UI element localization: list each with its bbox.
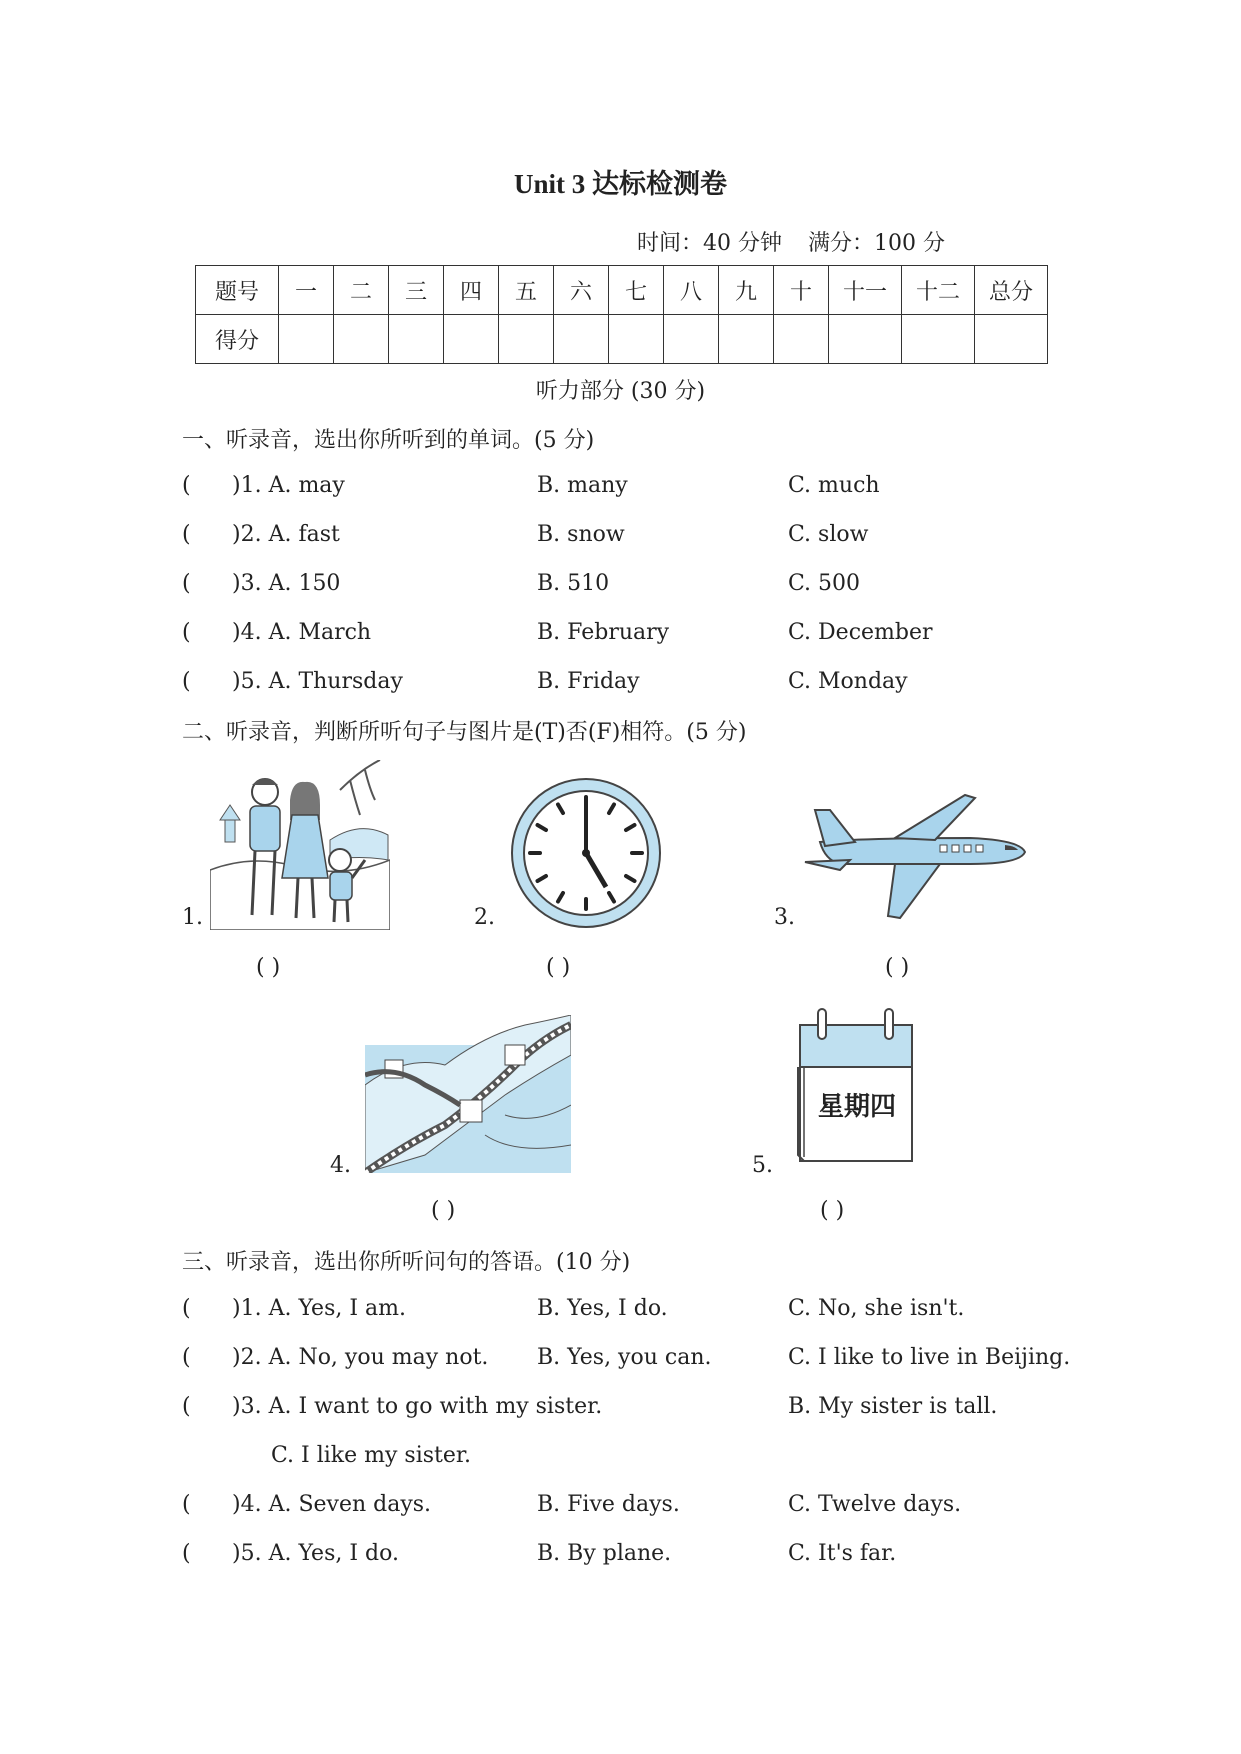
score-table-score-row bbox=[196, 315, 1048, 364]
part-title: 听力部分 (30 分) bbox=[535, 379, 706, 404]
s1-item-3: ( )3. A. 150 bbox=[182, 571, 341, 596]
section1-title: 一、听录音，选出你所听到的单词。(5 分) bbox=[182, 428, 595, 453]
score-cell[interactable] bbox=[389, 315, 444, 364]
score-col: 六 bbox=[554, 266, 609, 315]
calendar-icon bbox=[790, 1005, 920, 1165]
score-col: 四 bbox=[444, 266, 499, 315]
score-cell[interactable] bbox=[902, 315, 975, 364]
page-title: Unit 3 达标检测卷 bbox=[513, 169, 727, 199]
score-cell[interactable] bbox=[829, 315, 902, 364]
s3-item-1-c[interactable]: C. No, she isn't. bbox=[788, 1296, 965, 1321]
score-col: 二 bbox=[334, 266, 389, 315]
score-col: 十一 bbox=[829, 266, 902, 315]
score-col: 三 bbox=[389, 266, 444, 315]
score-cell[interactable] bbox=[719, 315, 774, 364]
pic-3-answer[interactable]: ( ) bbox=[885, 955, 910, 980]
score-col: 一 bbox=[279, 266, 334, 315]
score-table-score-label: 得分 bbox=[196, 315, 279, 364]
s1-item-1-b[interactable]: B. many bbox=[537, 473, 628, 498]
s3-item-2-c[interactable]: C. I like to live in Beijing. bbox=[788, 1345, 1071, 1370]
s1-item-4: ( )4. A. March bbox=[182, 620, 372, 645]
pic-3-num: 3. bbox=[774, 905, 795, 930]
clock-icon bbox=[508, 775, 664, 931]
score-cell[interactable] bbox=[499, 315, 554, 364]
calendar-text: 星期四 bbox=[818, 1092, 897, 1122]
score-col: 九 bbox=[719, 266, 774, 315]
s1-item-5-c[interactable]: C. Monday bbox=[788, 669, 908, 694]
pic-2-answer[interactable]: ( ) bbox=[546, 955, 571, 980]
s3-item-3-b[interactable]: B. My sister is tall. bbox=[788, 1394, 998, 1419]
s3-item-5: ( )5. A. Yes, I do. bbox=[182, 1541, 399, 1566]
s3-item-1-b[interactable]: B. Yes, I do. bbox=[537, 1296, 668, 1321]
pic-5-num: 5. bbox=[752, 1153, 773, 1178]
exam-meta bbox=[611, 226, 945, 257]
score-cell[interactable] bbox=[554, 315, 609, 364]
s1-item-4-c[interactable]: C. December bbox=[788, 620, 933, 645]
s1-item-2: ( )2. A. fast bbox=[182, 522, 340, 547]
score-table bbox=[195, 265, 1048, 364]
s1-item-1-c[interactable]: C. much bbox=[788, 473, 880, 498]
time-limit: 时间：40 分钟 bbox=[637, 231, 782, 256]
score-table-header-label: 题号 bbox=[196, 266, 279, 315]
score-col: 十 bbox=[774, 266, 829, 315]
s3-item-3: ( )3. A. I want to go with my sister. bbox=[182, 1394, 603, 1419]
pic-5-answer[interactable]: ( ) bbox=[820, 1198, 845, 1223]
s3-item-4: ( )4. A. Seven days. bbox=[182, 1492, 432, 1517]
s1-item-4-b[interactable]: B. February bbox=[537, 620, 670, 645]
section3-title: 三、听录音，选出你所听问句的答语。(10 分) bbox=[182, 1250, 631, 1275]
s3-item-5-c[interactable]: C. It's far. bbox=[788, 1541, 897, 1566]
s1-item-1: ( )1. A. may bbox=[182, 473, 345, 498]
pic-2-num: 2. bbox=[474, 905, 495, 930]
s1-item-5-b[interactable]: B. Friday bbox=[537, 669, 640, 694]
s3-item-1: ( )1. A. Yes, I am. bbox=[182, 1296, 407, 1321]
family-icon bbox=[210, 760, 390, 930]
score-cell[interactable] bbox=[279, 315, 334, 364]
pic-1-answer[interactable]: ( ) bbox=[256, 955, 281, 980]
s1-item-3-b[interactable]: B. 510 bbox=[537, 571, 610, 596]
s3-item-4-b[interactable]: B. Five days. bbox=[537, 1492, 680, 1517]
s3-item-3-c[interactable]: C. I like my sister. bbox=[271, 1443, 471, 1468]
score-col: 八 bbox=[664, 266, 719, 315]
score-col: 五 bbox=[499, 266, 554, 315]
s1-item-5: ( )5. A. Thursday bbox=[182, 669, 403, 694]
score-cell[interactable] bbox=[664, 315, 719, 364]
s1-item-2-b[interactable]: B. snow bbox=[537, 522, 625, 547]
pic-4-num: 4. bbox=[330, 1153, 351, 1178]
score-cell[interactable] bbox=[774, 315, 829, 364]
s1-item-3-c[interactable]: C. 500 bbox=[788, 571, 861, 596]
s3-item-4-c[interactable]: C. Twelve days. bbox=[788, 1492, 962, 1517]
s3-item-5-b[interactable]: B. By plane. bbox=[537, 1541, 672, 1566]
score-cell[interactable] bbox=[609, 315, 664, 364]
score-col: 七 bbox=[609, 266, 664, 315]
pic-4-answer[interactable]: ( ) bbox=[431, 1198, 456, 1223]
s1-item-2-c[interactable]: C. slow bbox=[788, 522, 869, 547]
section2-title: 二、听录音，判断所听句子与图片是(T)否(F)相符。(5 分) bbox=[182, 720, 747, 745]
s3-item-2-b[interactable]: B. Yes, you can. bbox=[537, 1345, 712, 1370]
airplane-icon bbox=[800, 790, 1030, 925]
s3-item-2: ( )2. A. No, you may not. bbox=[182, 1345, 489, 1370]
score-table-header-row bbox=[196, 266, 1048, 315]
full-score: 满分：100 分 bbox=[808, 231, 945, 256]
score-cell[interactable] bbox=[975, 315, 1048, 364]
score-col: 总分 bbox=[975, 266, 1048, 315]
great-wall-icon bbox=[365, 1015, 571, 1173]
score-col: 十二 bbox=[902, 266, 975, 315]
pic-1-num: 1. bbox=[182, 905, 203, 930]
score-cell[interactable] bbox=[444, 315, 499, 364]
score-cell[interactable] bbox=[334, 315, 389, 364]
